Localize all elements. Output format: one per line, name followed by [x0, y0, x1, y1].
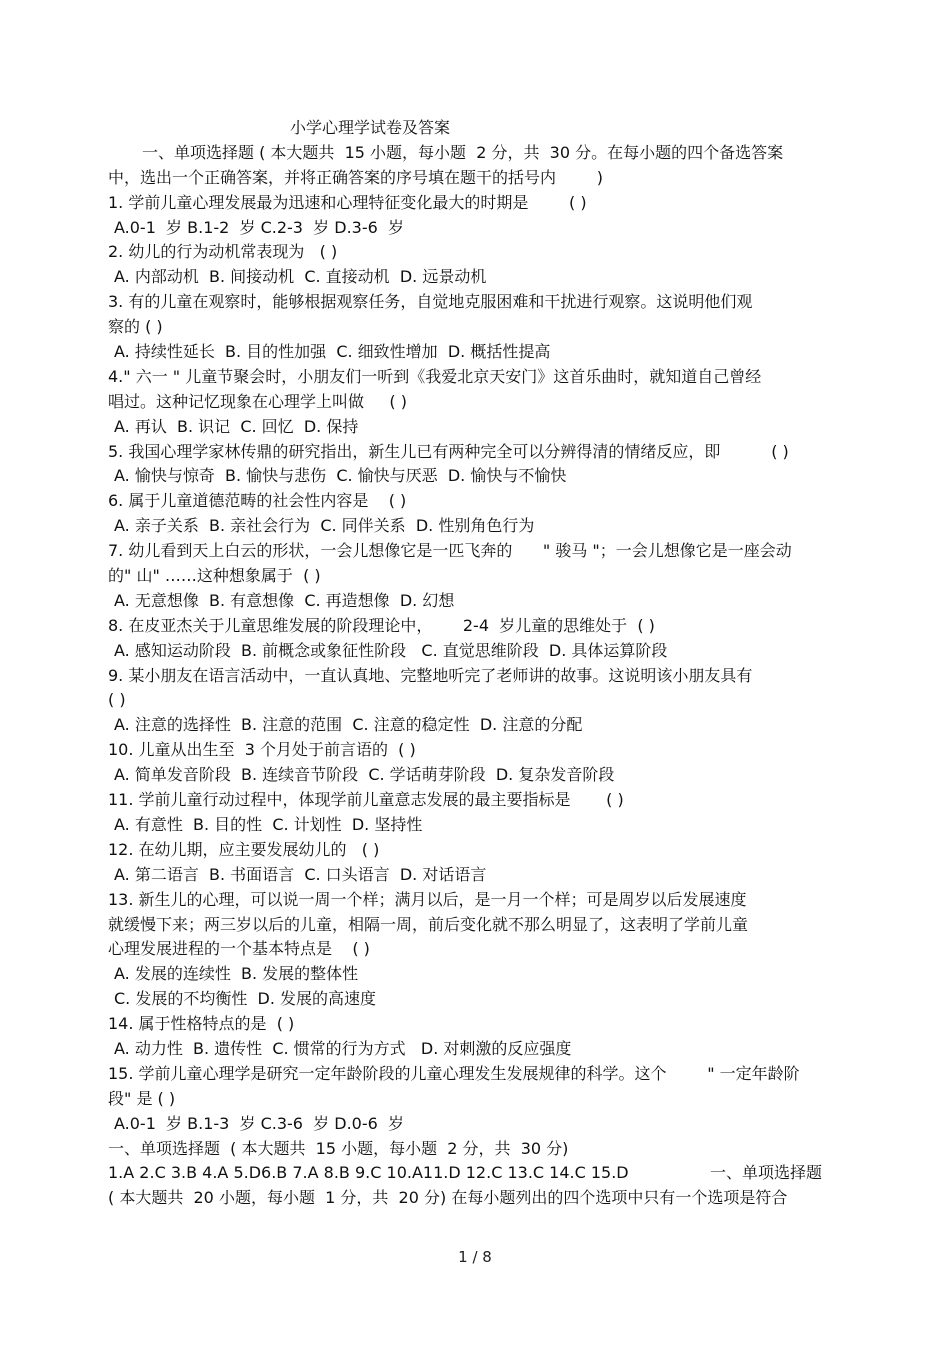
- question-9-options: A. 注意的选择性 B. 注意的范围 C. 注意的稳定性 D. 注意的分配: [114, 715, 583, 735]
- section-2-intro: ( 本大题共 20 小题，每小题 1 分，共 20 分) 在每小题列出的四个选项中只有一个选项是符合: [108, 1188, 788, 1208]
- question-13-cont: 就缓慢下来；两三岁以后的儿童，相隔一周，前后变化就不那么明显了，这表明了学前儿童: [108, 914, 749, 934]
- page-title: 小学心理学试卷及答案: [290, 118, 451, 137]
- answer-heading: 一、单项选择题 ( 本大题共 15 小题，每小题 2 分，共 30 分): [108, 1138, 569, 1158]
- question-13: 13. 新生儿的心理，可以说一周一个样；满月以后，是一月一个样；可是周岁以后发展速度: [108, 889, 747, 909]
- question-7-cont: 的" 山" ……这种想象属于 ( ): [108, 566, 321, 586]
- question-15-cont: 段" 是 ( ): [108, 1088, 176, 1108]
- question-3-cont: 察的 ( ): [108, 317, 163, 337]
- question-14: 14. 属于性格特点的是 ( ): [108, 1014, 295, 1034]
- question-7-options: A. 无意想像 B. 有意想像 C. 再造想像 D. 幻想: [114, 590, 455, 610]
- question-3: 3. 有的儿童在观察时，能够根据观察任务，自觉地克服困难和干扰进行观察。这说明他们观: [108, 292, 753, 312]
- question-10: 10. 儿童从出生至 3 个月处于前言语的 ( ): [108, 740, 416, 760]
- question-1-options: A.0-1 岁 B.1-2 岁 C.2-3 岁 D.3-6 岁: [114, 217, 404, 237]
- question-14-options: A. 动力性 B. 遗传性 C. 惯常的行为方式 D. 对刺激的反应强度: [114, 1038, 572, 1058]
- question-2-options: A. 内部动机 B. 间接动机 C. 直接动机 D. 远景动机: [114, 267, 487, 287]
- question-15-options: A.0-1 岁 B.1-3 岁 C.3-6 岁 D.0-6 岁: [114, 1113, 404, 1133]
- answer-key: 1.A 2.C 3.B 4.A 5.D6.B 7.A 8.B 9.C 10.A11.D 12.C 13.C 14.C 15.D 一、单项选择题: [108, 1163, 823, 1183]
- question-6-options: A. 亲子关系 B. 亲社会行为 C. 同伴关系 D. 性别角色行为: [114, 516, 535, 536]
- question-7: 7. 幼儿看到天上白云的形状，一会儿想像它是一匹飞奔的 " 骏马 "；一会儿想像它是一座会动: [108, 541, 792, 561]
- page-number: 1 / 8: [458, 1248, 492, 1266]
- question-12-options: A. 第二语言 B. 书面语言 C. 口头语言 D. 对话语言: [114, 864, 487, 884]
- question-13-options: C. 发展的不均衡性 D. 发展的高速度: [114, 989, 377, 1009]
- question-8: 8. 在皮亚杰关于儿童思维发展的阶段理论中， 2-4 岁儿童的思维处于 ( ): [108, 615, 655, 635]
- question-9-cont: ( ): [108, 690, 126, 710]
- question-5-options: A. 愉快与惊奇 B. 愉快与悲伤 C. 愉快与厌恶 D. 愉快与不愉快: [114, 466, 567, 486]
- document-body: [108, 116, 878, 1211]
- question-3-options: A. 持续性延长 B. 目的性加强 C. 细致性增加 D. 概括性提高: [114, 342, 551, 362]
- question-13-options: A. 发展的连续性 B. 发展的整体性: [114, 964, 359, 984]
- question-4-cont: 唱过。这种记忆现象在心理学上叫做 ( ): [108, 391, 408, 411]
- question-2: 2. 幼儿的行为动机常表现为 ( ): [108, 242, 338, 262]
- question-4-options: A. 再认 B. 识记 C. 回忆 D. 保持: [114, 416, 359, 436]
- question-8-options: A. 感知运动阶段 B. 前概念或象征性阶段 C. 直觉思维阶段 D. 具体运算阶段: [114, 640, 668, 660]
- section-heading: 一、单项选择题 ( 本大题共 15 小题，每小题 2 分，共 30 分。在每小题的四个备选答案: [142, 142, 784, 162]
- question-15: 15. 学前儿童心理学是研究一定年龄阶段的儿童心理发生发展规律的科学。这个 " 一定年龄阶: [108, 1063, 800, 1083]
- question-1: 1. 学前儿童心理发展最为迅速和心理特征变化最大的时期是 ( ): [108, 192, 587, 212]
- question-11: 11. 学前儿童行动过程中，体现学前儿童意志发展的最主要指标是 ( ): [108, 790, 624, 810]
- question-13-cont: 心理发展进程的一个基本特点是 ( ): [108, 939, 370, 959]
- text-line: 中，选出一个正确答案，并将正确答案的序号填在题干的括号内 ): [108, 167, 603, 187]
- question-4: 4." 六一 " 儿童节聚会时，小朋友们一听到《我爱北京天安门》这首乐曲时，就知道自己曾经: [108, 366, 762, 386]
- question-5: 5. 我国心理学家林传鼎的研究指出，新生儿已有两种完全可以分辨得清的情绪反应，即 ( ): [108, 441, 789, 461]
- question-6: 6. 属于儿童道德范畴的社会性内容是 ( ): [108, 491, 407, 511]
- question-10-options: A. 简单发音阶段 B. 连续音节阶段 C. 学话萌芽阶段 D. 复杂发音阶段: [114, 765, 615, 785]
- question-11-options: A. 有意性 B. 目的性 C. 计划性 D. 坚持性: [114, 814, 423, 834]
- question-9: 9. 某小朋友在语言活动中，一直认真地、完整地听完了老师讲的故事。这说明该小朋友具有: [108, 665, 753, 685]
- question-12: 12. 在幼儿期，应主要发展幼儿的 ( ): [108, 839, 380, 859]
